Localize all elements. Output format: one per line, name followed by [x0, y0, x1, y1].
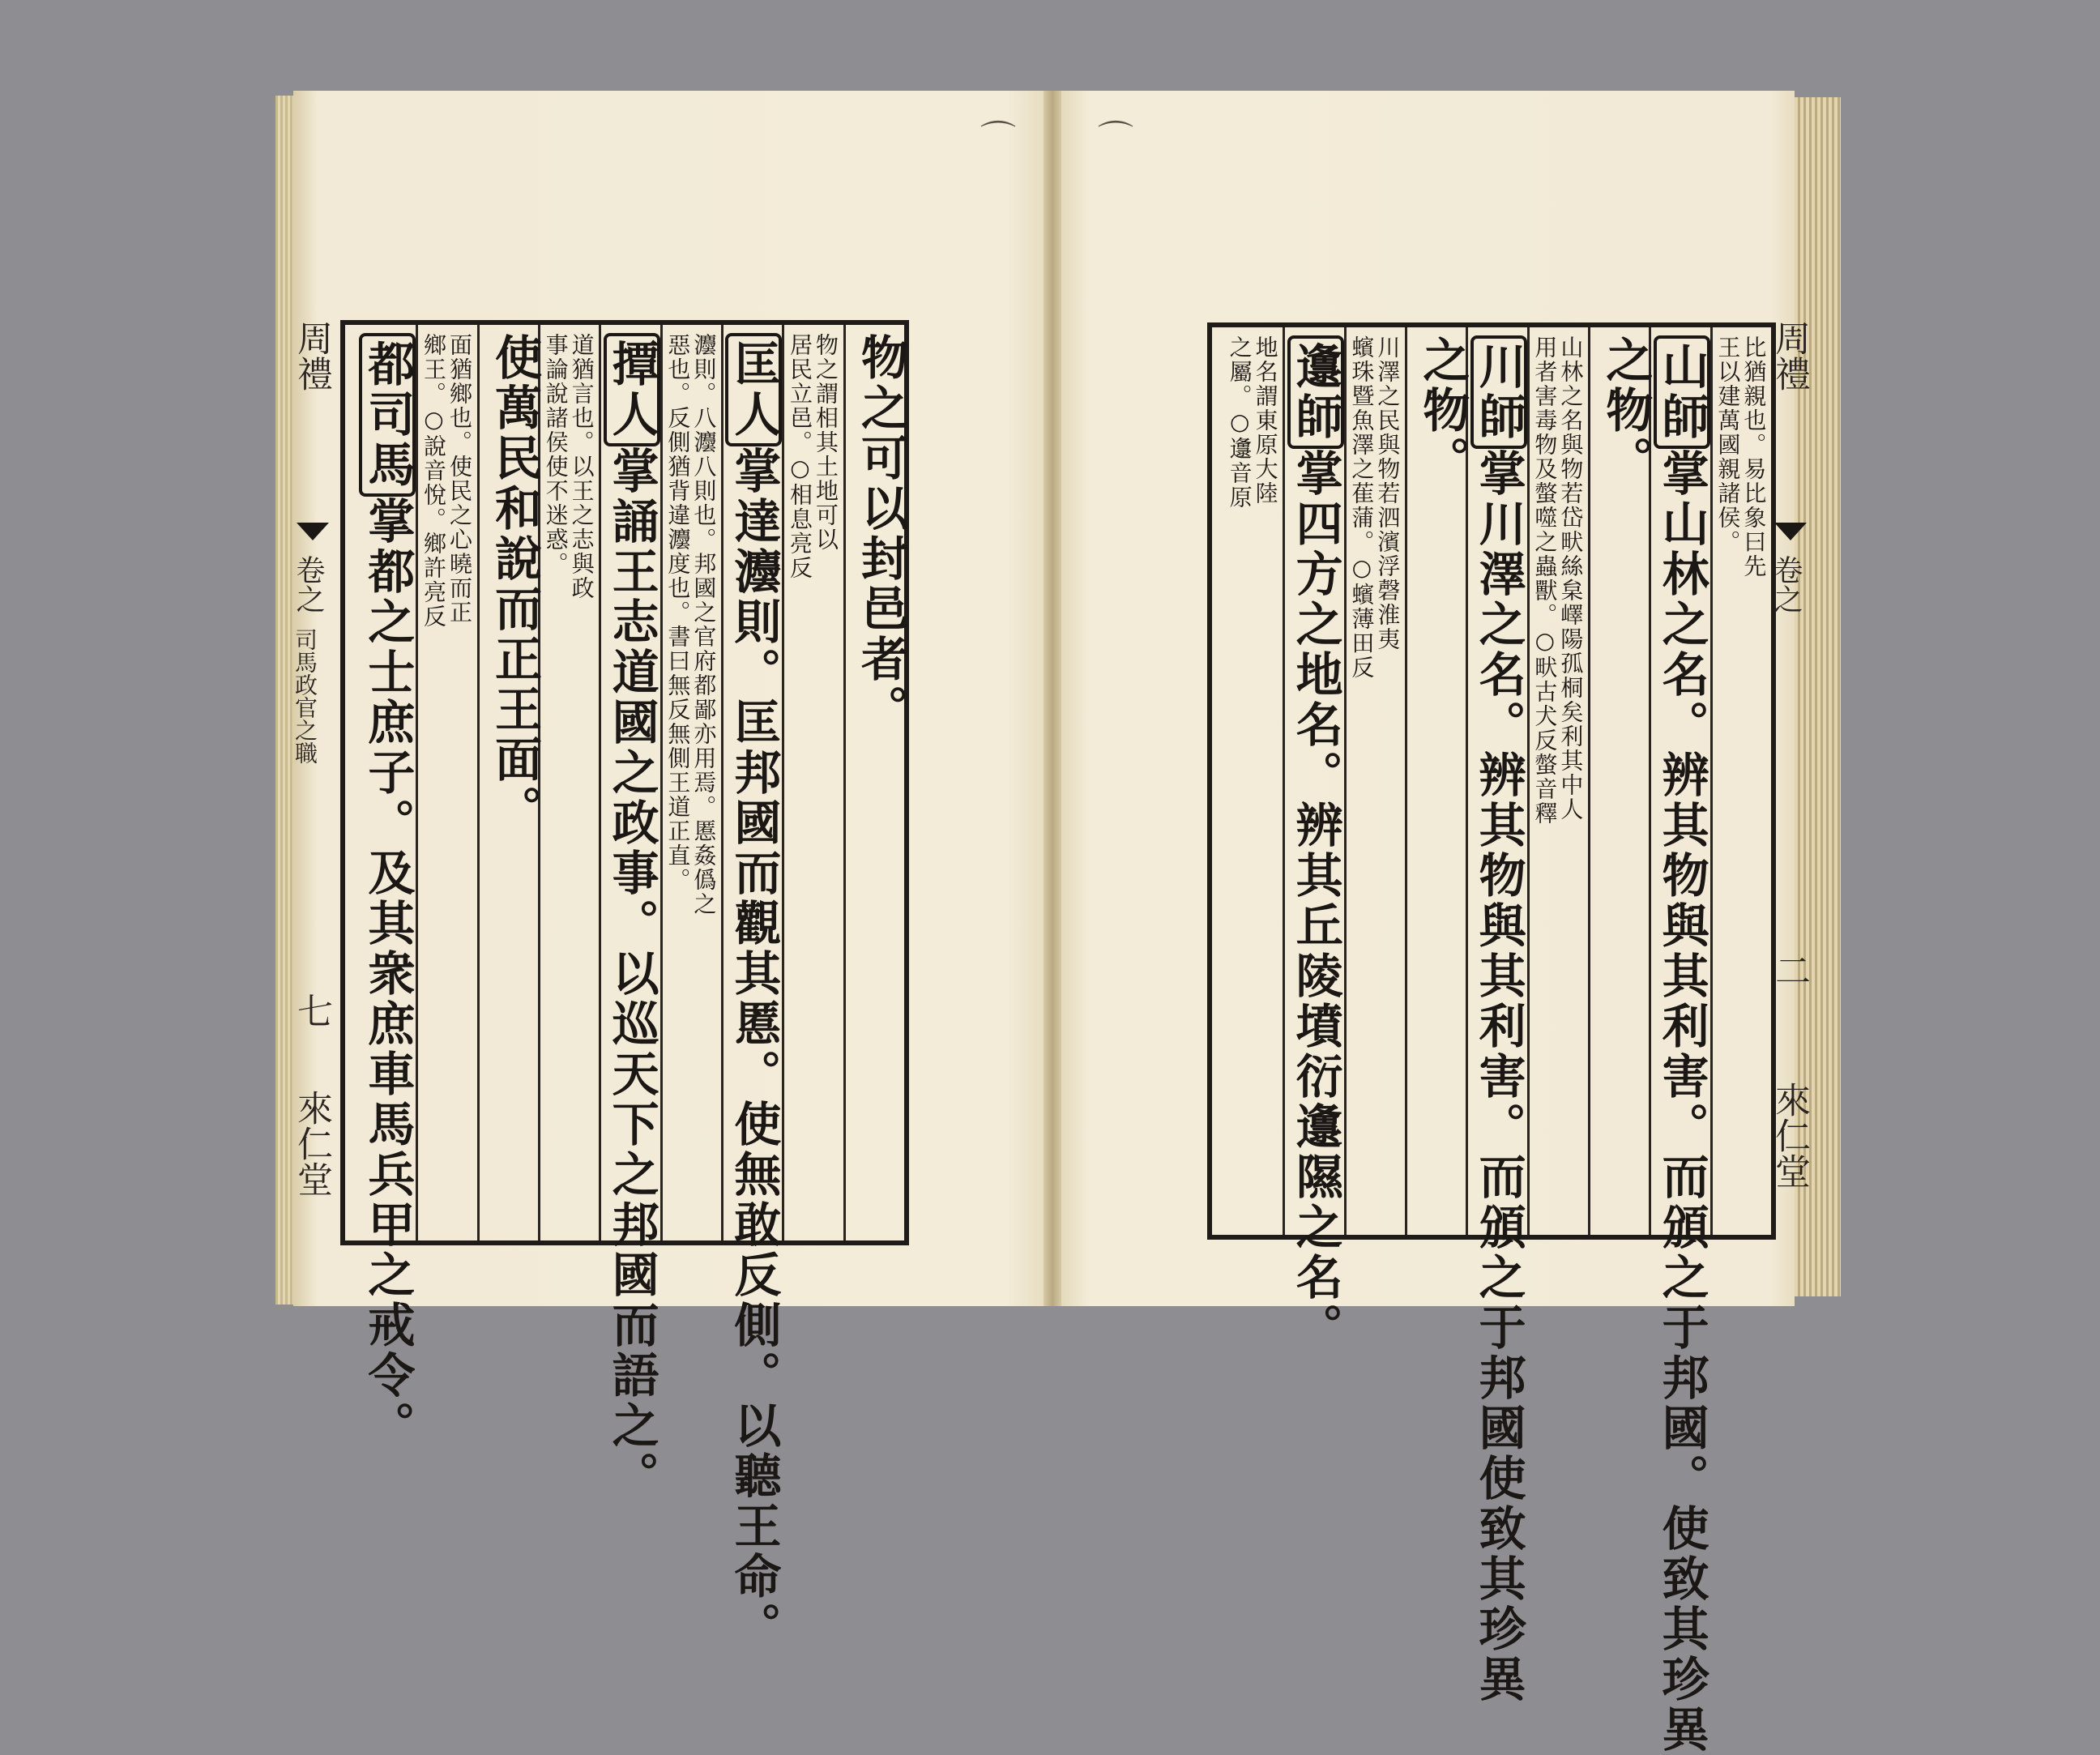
- commentary-column: [1222, 327, 1283, 1235]
- binding-thread-mark: ⌒: [980, 118, 1016, 160]
- commentary-column: [782, 325, 843, 1240]
- margin-folio: 二: [1769, 952, 1810, 988]
- main-text: [843, 333, 908, 735]
- main-text: [355, 333, 416, 1451]
- text-column: [721, 325, 782, 1652]
- commentary-line: 比猶親也。易比象曰先: [1740, 335, 1768, 579]
- right-margin-column: [1766, 320, 1818, 1236]
- commentary-column: [1527, 327, 1588, 1235]
- right-text-frame: [1207, 322, 1776, 1755]
- fish-tail-mark: [1774, 523, 1807, 540]
- margin-volume: 卷之: [292, 555, 325, 613]
- office-heading: 撢人: [604, 333, 660, 446]
- office-heading: 匡人: [725, 333, 782, 446]
- left-margin-column: [288, 320, 340, 1236]
- binding-thread-mark: ⌒: [1098, 118, 1133, 160]
- commentary-line: 用者害毒物及螫噬之蟲獸。○畎古犬反螫音釋: [1531, 335, 1559, 826]
- commentary-block: [538, 333, 599, 1240]
- commentary-block: [416, 333, 476, 1240]
- main-text: [1588, 335, 1654, 486]
- main-text-body: 物之可以封邑者。: [853, 333, 908, 735]
- commentary-column: [1344, 327, 1405, 1235]
- commentary-line: 之屬。○邍音原: [1226, 335, 1253, 510]
- commentary-block: [782, 333, 843, 1240]
- office-heading: 邍師: [1287, 335, 1344, 449]
- commentary-line: 蠙珠暨魚澤之萑蒲。○蠙薄田反: [1348, 335, 1376, 680]
- commentary-block: [1527, 335, 1588, 1235]
- text-column: [1405, 327, 1470, 1235]
- commentary-block: [1710, 335, 1771, 1235]
- commentary-line: 地名謂東原大陸: [1252, 335, 1279, 506]
- book-gutter: [1044, 91, 1061, 1306]
- main-text-body: 使萬民和說而正王面。: [487, 333, 542, 835]
- main-text-body: 掌誦王志道國之政事。以巡天下之邦國而語之。: [604, 446, 659, 1501]
- commentary-line: 王以建萬國親諸侯。: [1714, 335, 1742, 554]
- main-text-body: 掌山林之名。辨其物與其利害。而頒之于邦國。使致其珍異: [1654, 449, 1709, 1755]
- text-column: [355, 325, 416, 1451]
- text-column: [477, 325, 542, 1240]
- commentary-line: 惡也。反側猶背違灋度也。書曰無反無側王道正直。: [664, 333, 692, 892]
- commentary-block: [1222, 335, 1283, 1235]
- commentary-line: 山林之名與物若岱畎絲枲嶧陽孤桐矣利其中人: [1557, 335, 1585, 822]
- main-text: [1405, 335, 1470, 486]
- left-text-frame: [340, 320, 909, 1652]
- commentary-line: 居民立邑。○相息亮反: [787, 333, 813, 580]
- commentary-column: [660, 325, 721, 1240]
- margin-title: 周禮: [1769, 320, 1810, 391]
- margin-publisher: 來仁堂: [291, 1090, 332, 1197]
- text-column: [843, 325, 908, 1240]
- text-column: [1283, 327, 1343, 1353]
- text-column: [599, 325, 659, 1501]
- main-text-body: 掌四方之地名。辨其丘陵墳衍邍隰之名。: [1287, 449, 1343, 1353]
- commentary-line: 事論說諸侯使不迷惑。: [542, 333, 570, 576]
- office-heading: 山師: [1654, 335, 1710, 449]
- main-text: [1649, 335, 1709, 1755]
- main-text-body: 掌川澤之名。辨其物與其利害。而頒之于邦國使致其珍異: [1470, 449, 1526, 1705]
- commentary-line: 物之謂相其土地可以: [813, 333, 839, 552]
- margin-volume: 卷之: [1769, 555, 1803, 613]
- commentary-block: [660, 333, 721, 1240]
- main-text: [1466, 335, 1526, 1705]
- office-heading: 都司馬: [359, 333, 416, 497]
- margin-folio: 七: [291, 993, 332, 1028]
- main-text-body: 掌都之士庶子。及其衆庶車馬兵甲之戒令。: [360, 497, 416, 1451]
- main-text-body: 之物。: [1598, 335, 1654, 486]
- margin-publisher: 來仁堂: [1769, 1082, 1810, 1189]
- fish-tail-mark: [297, 523, 329, 540]
- main-text-body: 掌達灋則。匡邦國而觀其慝。使無敢反側。以聽王命。: [726, 446, 782, 1652]
- main-text: [1283, 335, 1343, 1353]
- commentary-line: 灋則。八灋八則也。邦國之官府都鄙亦用焉。慝姦僞之: [690, 333, 718, 916]
- margin-title: 周禮: [291, 320, 332, 391]
- main-text: [599, 333, 659, 1501]
- main-text: [721, 333, 782, 1652]
- commentary-line: 道猶言也。以王之志與政: [568, 333, 595, 600]
- commentary-line: 面猶鄉也。使民之心曉而正: [446, 333, 473, 625]
- margin-section: 司馬政官之職: [292, 628, 318, 764]
- main-text: [477, 333, 542, 835]
- commentary-column: [538, 325, 599, 1240]
- main-text-body: 之物。: [1415, 335, 1470, 486]
- commentary-column: [416, 325, 476, 1240]
- text-column: [1588, 327, 1654, 1235]
- text-column: [1649, 327, 1709, 1755]
- office-heading: 川師: [1470, 335, 1527, 449]
- commentary-block: [1344, 335, 1405, 1235]
- commentary-line: 鄉王。○說音悅。鄉許亮反: [420, 333, 447, 629]
- commentary-column: [1710, 327, 1771, 1235]
- commentary-line: 川澤之民與物若泗濱浮磬淮夷: [1374, 335, 1402, 651]
- text-column: [1466, 327, 1526, 1705]
